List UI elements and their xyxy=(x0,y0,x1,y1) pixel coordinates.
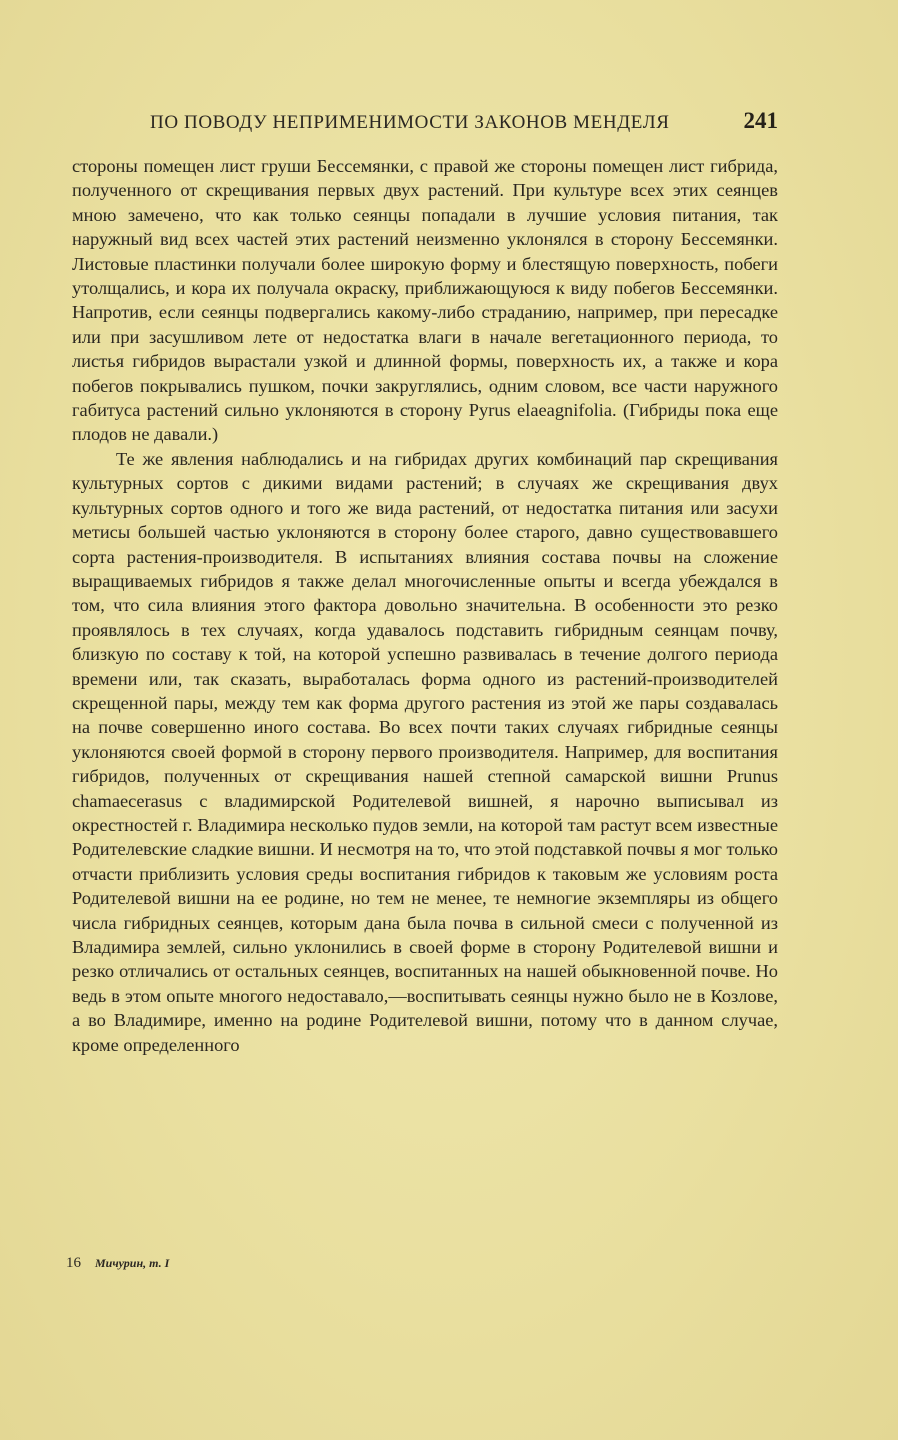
signature-label: Мичурин, т. I xyxy=(95,1256,170,1270)
running-title: ПО ПОВОДУ НЕПРИМЕНИМОСТИ ЗАКОНОВ МЕНДЕЛЯ xyxy=(150,112,670,133)
paragraph-2: Те же явления наблюдались и на гибридах других комбинаций пар скрещивания культурных сортов с дикими видами растений; в случаях же скрещивания двух культурных сортов одного и того же вида растений, от недостатка питания или засухи метисы большей частью уклоняются в сторону более старого, давно существовавшего сорта растения-производителя. В испытаниях влияния состава почвы на сложение выращиваемых гибридов я также делал многочисленные опыты и всегда убеждался в том, что сила влияния этого фактора довольно значительна. В особенности это резко проявлялось в тех случаях, когда удавалось подставить гибридным сеянцам почву, близкую по составу к той, на которой успешно развивалась в течение долгого периода времени или, так сказать, выработалась форма одного из растений-производителей скрещенной пары, между тем как форма другого растения из этой же пары создавалась на почве совершенно иного состава. Во всех почти таких случаях гибридные сеянцы уклоняются своей формой в сторону первого производителя. Например, для воспитания гибридов, полученных от скрещивания нашей степной самарской вишни Prunus chamaecerasus с владимирской Родителевой вишней, я нарочно выписывал из окрестностей г. Владимира несколько пудов земли, на которой там растут всем известные Родителевские сладкие вишни. И несмотря на то, что этой подставкой почвы я мог только отчасти приблизить условия среды воспитания гибридов к таковым же условиям роста Родителевой вишни на ее родине, но тем не менее, те немногие экземпляры из общего числа гибридных сеянцев, которым дана была почва в сильной смеси с полученной из Владимира землей, сильно уклонились в своей форме в сторону Родителевой вишни и резко отличались от остальных сеянцев, воспитанных на нашей обыкновенной почве. Но ведь в этом опыте многого недоставало,—воспитывать сеянцы нужно было не в Козлове, а во Владимире, именно на родине Родителевой вишни, потому что в данном случае, кроме определенного xyxy=(72,448,778,1055)
paragraph-1: стороны помещен лист груши Бессемянки, с правой же стороны помещен лист гибрида, полученного от скрещивания первых двух растений. При культуре всех этих сеянцев мною замечено, что как только сеянцы попадали в лучшие условия питания, так наружный вид всех частей этих растений неизменно уклонялся в сторону Бессемянки. Листовые пластинки получали более широкую форму и блестящую поверхность, побеги утолщались, и кора их получала окраску, приближающуюся к виду побегов Бессемянки. Напротив, если сеянцы подвергались какому-либо страданию, например, при пересадке или при засушливом лете от недостатка влаги в начале вегетационного периода, то листья гибридов вырастали узкой и длинной формы, поверхность их, а также и кора побегов покрывались пушком, почки закруглялись, одним словом, все части наружного габитуса растений сильно уклоняются в сторону Pyrus elaeagnifolia. (Гибриды пока еще плодов не давали.) xyxy=(72,156,778,445)
printer-signature xyxy=(66,1254,169,1272)
running-head xyxy=(150,108,778,140)
body-text xyxy=(72,154,778,1057)
signature-number: 16 xyxy=(66,1255,81,1271)
page-number: 241 xyxy=(743,108,778,133)
